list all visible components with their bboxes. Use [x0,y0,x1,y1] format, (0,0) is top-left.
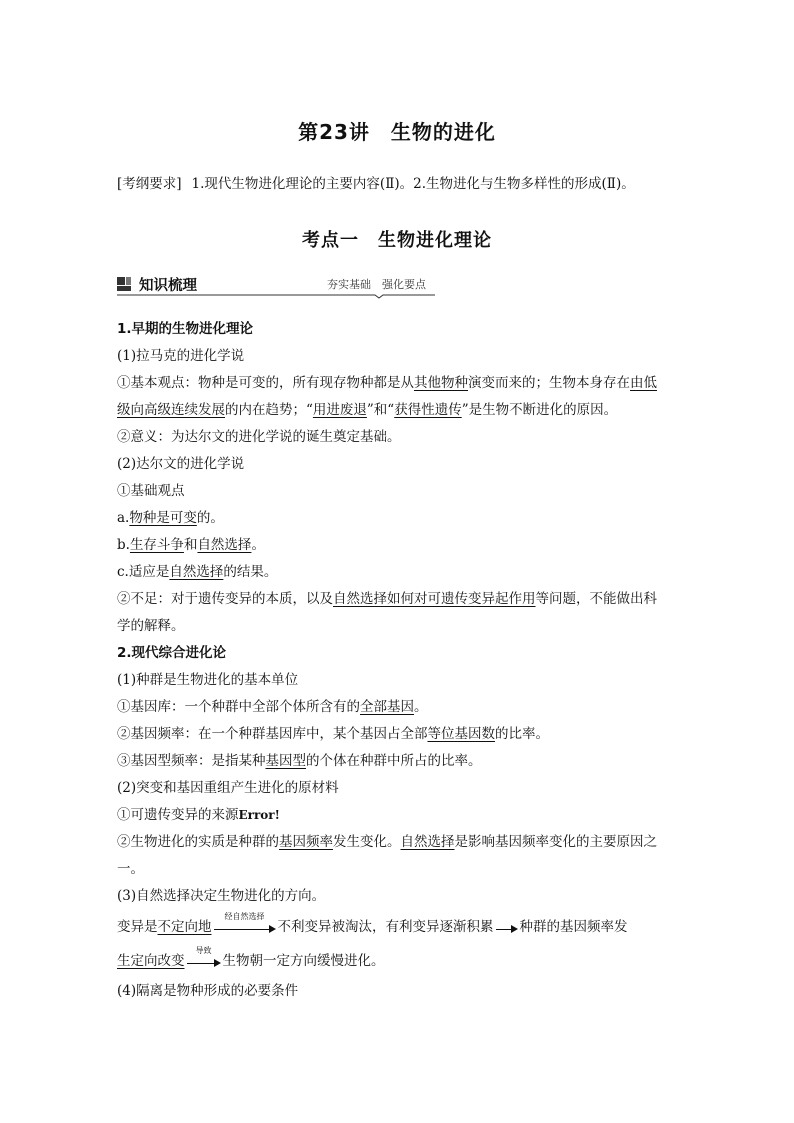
banner-subtitle: 夯实基础 强化要点 [327,278,426,291]
heading-modern-theory: 2.现代综合进化论 [117,645,227,661]
arrow-natural-selection-icon: 经自然选择 [214,920,276,936]
paragraph-line: ①可遗传变异的来源Error! [117,807,280,823]
paragraph-line: 一。 [117,861,144,877]
paragraph-line: ②基因频率：在一个种群基因库中，某个基因占全部等位基因数的比率。 [117,726,549,742]
paragraph-line: 级向高级连续发展的内在趋势；“用进废退”和“获得性遗传”是生物不断进化的原因。 [117,402,618,418]
paragraph-line: a.物种是可变的。 [117,510,224,526]
subheading-selection: (3)自然选择决定生物进化的方向。 [117,888,326,904]
paragraph-line: ②意义：为达尔文的进化学说的诞生奠定基础。 [117,429,401,445]
paragraph-line: ③基因型频率：是指某种基因型的个体在种群中所占的比率。 [117,753,482,769]
knowledge-banner [117,274,435,298]
banner-underline [117,291,435,299]
lesson-title: 第23讲 生物的进化 [298,120,496,144]
subheading-darwin: (2)达尔文的进化学说 [117,456,245,472]
arrow-lead-to-icon: 导致 [187,954,221,970]
subheading-lamarck: (1)拉马克的进化学说 [117,348,245,364]
paragraph-line: ①基本观点：物种是可变的，所有现存物种都是从其他物种演变而来的；生物本身存在由低 [117,375,657,391]
arrow-icon [496,920,518,936]
requirement-text: 1.现代生物进化理论的主要内容(Ⅱ)。2.生物进化与生物多样性的形成(Ⅱ)。 [191,176,635,192]
paragraph-line: 学的解释。 [117,618,185,634]
paragraph-line: c.适应是自然选择的结果。 [117,564,278,580]
paragraph-line: ①基础观点 [117,483,185,499]
heading-early-theory: 1.早期的生物进化理论 [117,321,254,337]
banner-title: 知识梳理 [139,278,197,294]
subheading-isolation: (4)隔离是物种形成的必要条件 [117,983,299,999]
paragraph-line: 生定向改变 导致 生物朝一定方向缓慢进化。 [117,945,385,969]
requirement-tag: [考纲要求] [117,176,182,192]
subheading-mutation: (2)突变和基因重组产生进化的原材料 [117,780,339,796]
banner-square-icon [117,277,131,291]
paragraph-line: ②生物进化的实质是种群的基因频率发生变化。自然选择是影响基因频率变化的主要原因之 [117,834,657,850]
paragraph-line: ①基因库：一个种群中全部个体所含有的全部基因。 [117,699,428,715]
section-title: 考点一 生物进化理论 [302,230,492,251]
paragraph-line: ②不足：对于遗传变异的本质，以及自然选择如何对可遗传变异起作用等问题，不能做出科 [117,591,657,607]
content-body [117,316,679,1005]
syllabus-requirements [117,172,697,192]
subheading-population: (1)种群是生物进化的基本单位 [117,672,299,688]
paragraph-line: b.生存斗争和自然选择。 [117,537,265,553]
paragraph-line: 变异是不定向地 经自然选择 不利变异被淘汰，有利变异逐渐积累 种群的基因频率发 [117,911,628,935]
